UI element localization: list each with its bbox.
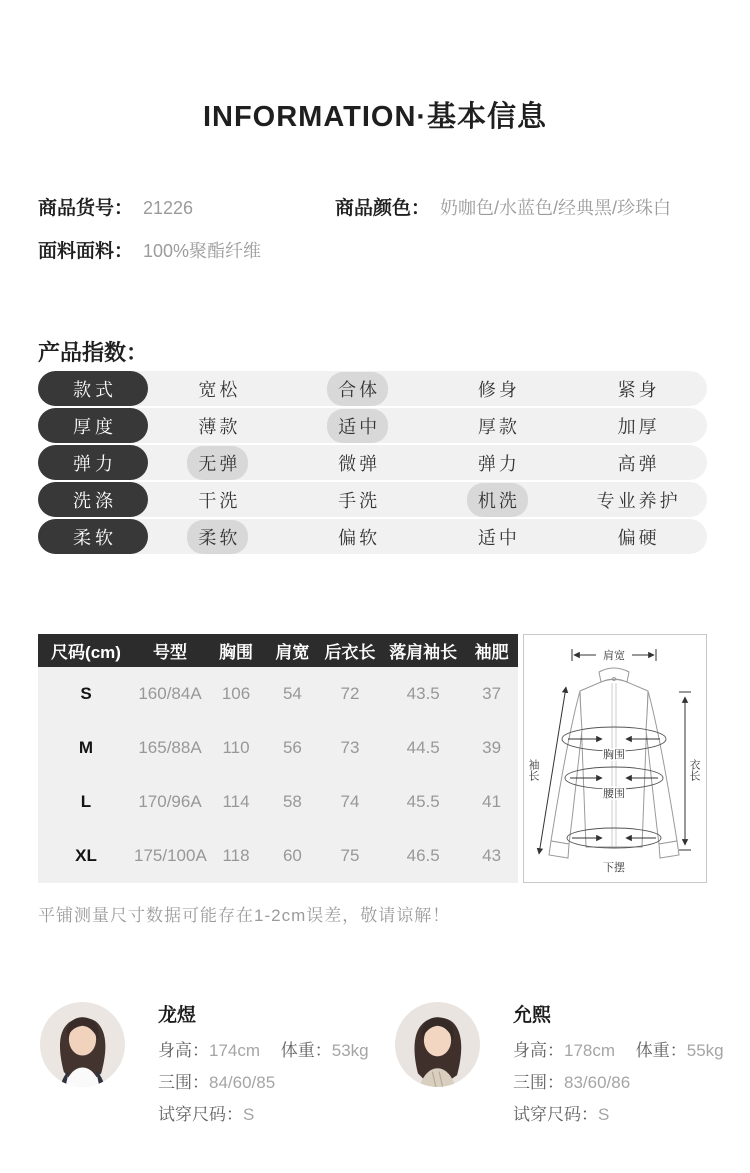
measurements-value: 83/60/86 [564,1073,631,1092]
size-cell: 60 [282,846,302,865]
size-cell: 45.5 [406,792,440,811]
size-col-header: 尺码(cm) [51,643,121,662]
index-row-options [148,446,707,480]
model-measurements [158,1067,369,1099]
size-col-header: 袖肥 [474,643,509,662]
size-col-header: 胸围 [219,643,253,662]
fitting-size-label: 试穿尺码： [513,1105,598,1124]
index-row-label: 弹力 [38,445,148,480]
model-name: 允熙 [513,1005,552,1026]
diagram-length-label: 衣长 [688,759,700,781]
model-measurements [513,1067,724,1099]
model-avatar-illustration [40,1002,125,1087]
size-cell: 170/96A [138,792,202,811]
page-title: INFORMATION·基本信息 [202,101,548,133]
index-option: 薄款 [198,416,241,437]
size-table-body [38,667,518,883]
index-row-label: 款式 [38,371,148,406]
index-option: 偏硬 [617,527,660,548]
size-cell: 106 [221,684,251,703]
size-cell: 110 [222,738,250,757]
product-fabric [38,236,261,263]
model-info-block [158,1000,369,1131]
index-row-options [148,483,707,517]
size-cell: 46.5 [406,846,440,865]
size-cell: 165/88A [138,738,202,757]
item-number-label: 商品货号： [38,198,134,219]
size-cell: S [80,684,92,703]
weight-value: 55kg [686,1041,724,1060]
measurement-disclaimer: 平铺测量尺寸数据可能存在1-2cm误差，敬请谅解！ [38,906,451,925]
index-row-label: 洗涤 [38,482,148,517]
index-option: 无弹 [148,446,288,480]
item-number-value: 21226 [143,198,194,218]
color-label: 商品颜色： [335,198,431,219]
size-cell: 41 [482,792,502,811]
model-name: 龙煜 [158,1005,197,1026]
model-height-weight [513,1035,724,1067]
product-color [335,193,671,220]
size-cell: L [80,792,92,811]
index-row-elasticity [38,445,707,480]
diagram-shoulder-label: 肩宽 [603,650,625,662]
weight-label: 体重： [635,1041,687,1060]
index-option: 适中 [288,409,428,443]
size-cell: 73 [340,738,360,757]
index-option: 修身 [477,379,520,400]
measurements-value: 84/60/85 [209,1073,276,1092]
table-row [38,721,518,775]
diagram-sleeve-label: 袖长 [527,759,539,781]
size-col-header: 肩宽 [275,643,310,662]
index-option: 紧身 [617,379,660,400]
index-option: 高弹 [617,453,660,474]
weight-label: 体重： [280,1041,332,1060]
table-row [38,667,518,721]
size-col-header: 落肩袖长 [389,643,458,662]
index-option: 柔软 [148,520,288,554]
fitting-size-value: S [598,1105,610,1124]
index-option: 适中 [477,527,520,548]
model-fitting-size [158,1099,369,1131]
size-cell: 160/84A [138,684,202,703]
height-value: 178cm [564,1041,616,1060]
color-value: 奶咖色/水蓝色/经典黑/珍珠白 [440,198,672,218]
size-col-header: 后衣长 [324,643,376,662]
fabric-label: 面料面料： [38,241,134,262]
index-option: 加厚 [617,416,660,437]
height-label: 身高： [158,1041,209,1060]
size-cell: 118 [222,846,250,865]
height-value: 174cm [209,1041,261,1060]
product-item-number [38,193,193,220]
index-option: 弹力 [477,453,520,474]
garment-diagram-svg [524,635,706,882]
model-fitting-size [513,1099,724,1131]
size-cell: 43.5 [406,684,440,703]
index-option: 专业养护 [596,490,681,511]
measurements-label: 三围： [158,1073,209,1092]
fabric-value: 100%聚酯纤维 [143,241,262,261]
index-row-style [38,371,707,406]
model-avatar-illustration [395,1002,480,1087]
size-cell: 44.5 [406,738,440,757]
size-cell: 74 [340,792,360,811]
index-option: 宽松 [198,379,241,400]
size-table-header [38,634,518,667]
index-option: 微弹 [338,453,381,474]
index-row-softness [38,519,707,554]
size-cell: 175/100A [134,846,207,865]
size-cell: XL [75,846,97,865]
index-row-options [148,372,707,406]
index-row-label: 柔软 [38,519,148,554]
diagram-hem-label: 下摆 [603,862,625,874]
garment-measure-diagram [523,634,707,883]
index-row-options [148,520,707,554]
weight-value: 53kg [331,1041,369,1060]
index-row-thickness [38,408,707,443]
index-row-washing [38,482,707,517]
size-cell: 58 [282,792,302,811]
index-option: 干洗 [198,490,241,511]
index-option: 偏软 [338,527,381,548]
model-photo [395,1002,480,1087]
model-info-block [513,1000,724,1131]
index-option: 厚款 [477,416,520,437]
fitting-size-value: S [243,1105,255,1124]
model-height-weight [158,1035,369,1067]
index-option: 合体 [288,372,428,406]
model-photo [40,1002,125,1087]
diagram-waist-label: 腰围 [603,788,625,800]
table-row [38,829,518,883]
product-index-table [38,371,707,556]
fitting-size-label: 试穿尺码： [158,1105,243,1124]
index-option: 手洗 [338,490,381,511]
size-cell: 72 [340,684,360,703]
index-row-label: 厚度 [38,408,148,443]
table-row [38,775,518,829]
size-col-header: 号型 [153,643,187,662]
size-cell: 56 [282,738,302,757]
size-table-section [38,634,707,883]
height-label: 身高： [513,1041,564,1060]
size-cell: 39 [482,738,502,757]
product-index-heading: 产品指数： [38,340,149,365]
measurements-label: 三围： [513,1073,564,1092]
size-cell: 43 [482,846,502,865]
index-row-options [148,409,707,443]
diagram-bust-label: 胸围 [603,749,625,761]
size-cell: 37 [482,684,502,703]
index-option: 机洗 [428,483,568,517]
size-cell: 54 [282,684,302,703]
size-cell: M [78,738,94,757]
size-cell: 114 [222,792,250,811]
size-cell: 75 [340,846,360,865]
